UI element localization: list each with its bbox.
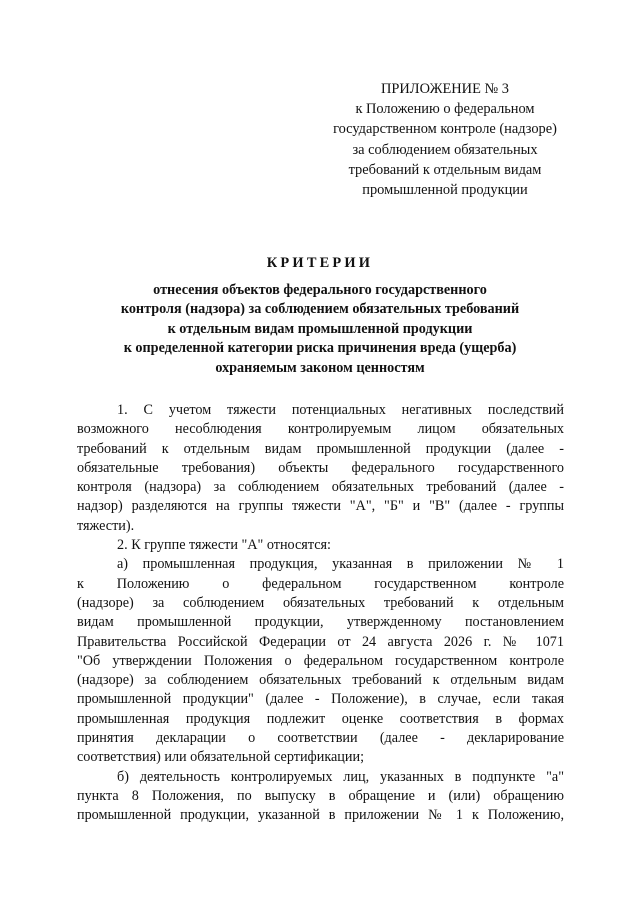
document-body [77,401,564,826]
body-line: (надзоре) за соблюдением обязательных требований к отдельным видам [77,672,564,689]
appendix-line: промышленной продукции [362,182,528,199]
appendix-line: к Положению о федеральном [355,101,535,118]
body-line: обязательные требования) объекты федерального государственного [77,459,564,476]
subtitle-line: к отдельным видам промышленной продукции [167,320,473,337]
body-line: тяжести). [77,517,135,534]
body-line: "Об утверждении Положения о федеральном государственном контроле [77,652,564,669]
body-line: пункта 8 Положения, по выпуску в обращение и (или) обращению [77,787,564,804]
document-subtitle [60,281,580,378]
appendix-line: государственном контроле (надзоре) [333,121,557,138]
body-line: требований к отдельным видам промышленной продукции (далее - [77,440,564,457]
appendix-line: требований к отдельным видам [348,161,542,178]
paragraph-4 [77,768,564,826]
body-line: (надзоре) за соблюдением обязательных требований к отдельным [77,594,564,611]
appendix-header [300,79,590,200]
paragraph-1 [77,401,564,536]
body-line: промышленной продукции, указанной в приложении № 1 к Положению, [77,807,564,824]
body-line: Правительства Российской Федерации от 24 августа 2026 г. № 1071 [77,633,564,650]
body-line: контроля (надзора) за соблюдением обязательных требований (далее - [77,479,564,496]
paragraph-2 [77,536,564,555]
paragraph-3 [77,555,564,767]
body-line: надзор) разделяются на группы тяжести "А", "Б" и "В" (далее - группы [77,498,564,515]
body-line: видам промышленной продукции, утвержденному постановлением [77,614,564,631]
body-line: соответствия) или обязательной сертификации; [77,749,365,766]
body-line: промышленной продукции" (далее - Положение), в случае, если такая [77,691,564,708]
subtitle-line: к определенной категории риска причинения вреда (ущерба) [123,340,517,357]
body-line: промышленная продукция подлежит оценке соответствия в формах [77,710,564,727]
document-title: КРИТЕРИИ [266,255,374,271]
body-line: 1. С учетом тяжести потенциальных негативных последствий [117,402,564,418]
appendix-line: за соблюдением обязательных [352,141,538,158]
appendix-number: ПРИЛОЖЕНИЕ № 3 [381,81,509,97]
body-line: а) промышленная продукция, указанная в приложении № 1 [117,556,564,573]
body-line: б) деятельность контролируемых лиц, указанных в подпункте "а" [117,768,564,785]
subtitle-line: контроля (надзора) за соблюдением обязательных требований [120,301,520,318]
subtitle-line: отнесения объектов федерального государственного [153,282,487,298]
body-line: возможного несоблюдения контролируемым лицом обязательных [77,421,564,438]
body-line: к Положению о федеральном государственном контроле [77,575,564,592]
body-line: принятия декларации о соответствии (далее - декларирование [77,730,564,747]
body-line: 2. К группе тяжести "А" относятся: [117,537,331,554]
subtitle-line: охраняемым законом ценностям [215,359,425,376]
